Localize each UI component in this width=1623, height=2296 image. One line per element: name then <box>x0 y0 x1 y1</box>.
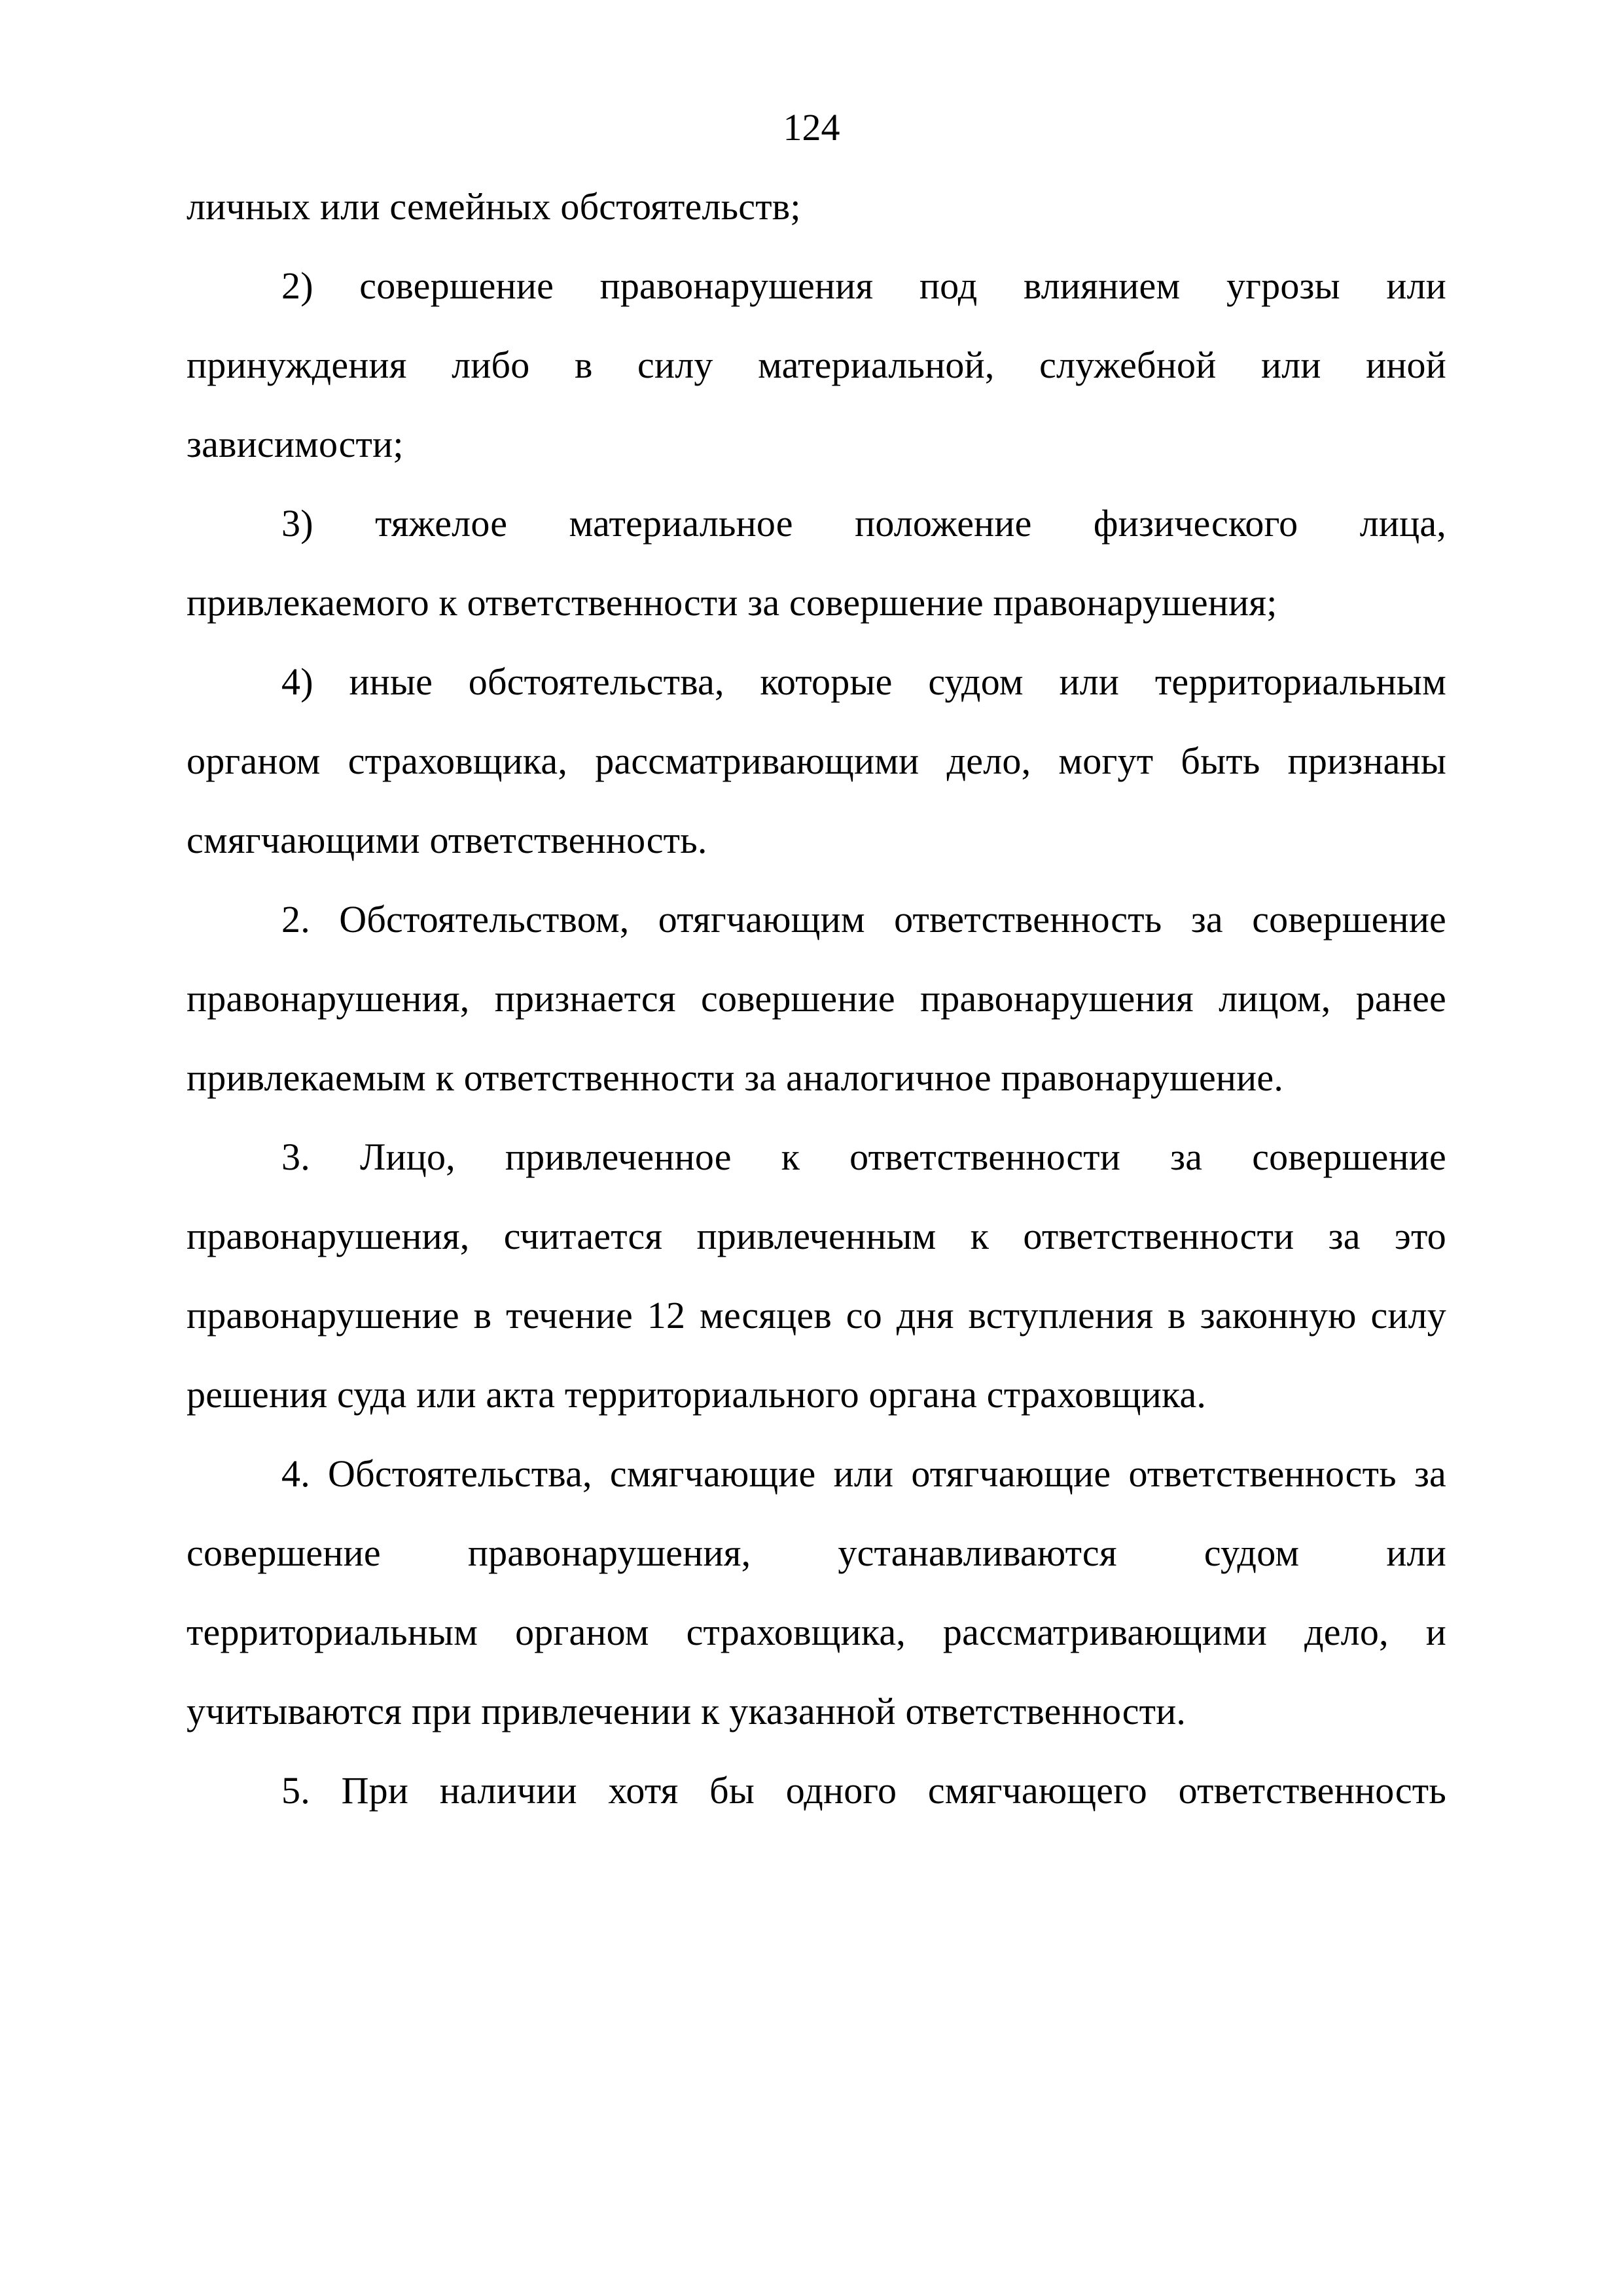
text-line: территориальным органом страховщика, рассматривающими дело, и <box>187 1611 1446 1653</box>
text-line: правонарушения, признается совершение правонарушения лицом, ранее <box>187 977 1446 1020</box>
text-line: 2) совершение правонарушения под влиянием угрозы или <box>281 264 1446 307</box>
text-line: 4. Обстоятельства, смягчающие или отягчающие ответственность за <box>281 1452 1446 1495</box>
text-line: 5. При наличии хотя бы одного смягчающего ответственность <box>281 1769 1446 1812</box>
text-line: совершение правонарушения, устанавливаются судом или <box>187 1532 1446 1574</box>
text-line: органом страховщика, рассматривающими дело, могут быть признаны <box>187 740 1446 782</box>
text-line: 3) тяжелое материальное положение физического лица, <box>281 502 1446 545</box>
text-line: 4) иные обстоятельства, которые судом или территориальным <box>281 660 1446 703</box>
page-content <box>187 167 1446 1830</box>
text-line: зависимости; <box>187 423 404 465</box>
text-line: решения суда или акта территориального органа страховщика. <box>187 1373 1207 1416</box>
text-line: привлекаемого к ответственности за совершение правонарушения; <box>187 581 1277 624</box>
text-line: личных или семейных обстоятельств; <box>187 185 801 228</box>
text-line: 2. Обстоятельством, отягчающим ответственность за совершение <box>281 898 1446 941</box>
text-line: учитываются при привлечении к указанной ответственности. <box>187 1690 1186 1732</box>
text-line: принуждения либо в силу материальной, служебной или иной <box>187 344 1446 386</box>
page-number: 124 <box>783 106 840 149</box>
text-line: правонарушение в течение 12 месяцев со дня вступления в законную силу <box>187 1294 1446 1336</box>
text-line: правонарушения, считается привлеченным к ответственности за это <box>187 1215 1446 1257</box>
text-line: привлекаемым к ответственности за аналогичное правонарушение. <box>187 1056 1284 1099</box>
text-line: смягчающими ответственность. <box>187 819 707 861</box>
text-line: 3. Лицо, привлеченное к ответственности за совершение <box>281 1136 1446 1178</box>
